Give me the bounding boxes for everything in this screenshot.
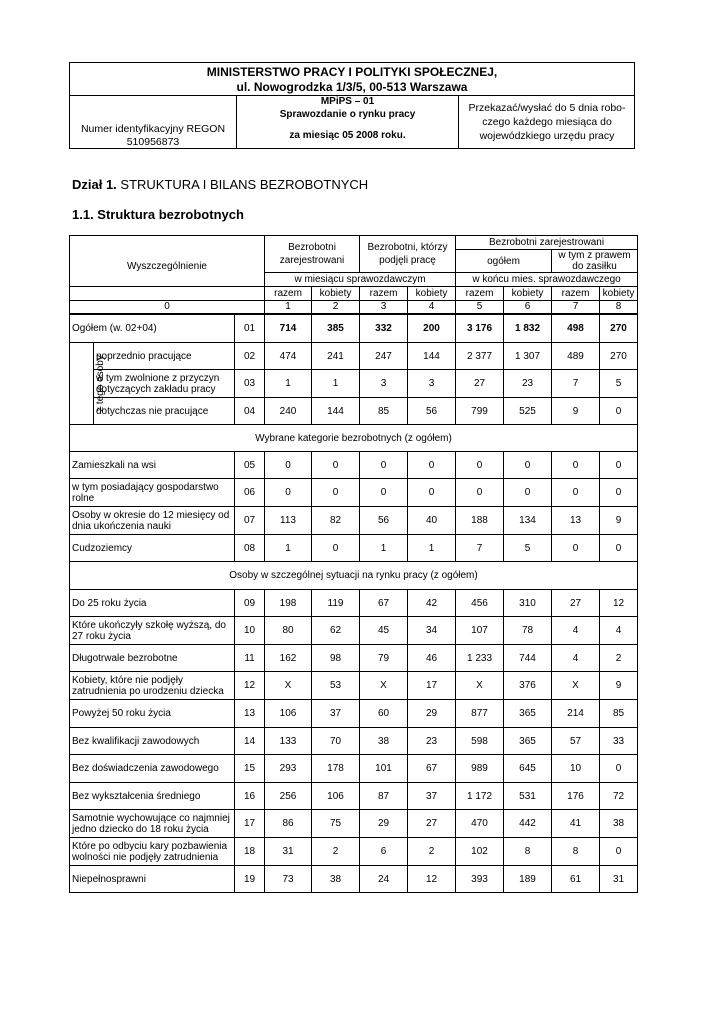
cell-value: 53 (312, 672, 360, 700)
vertical-label: z tego osoby (94, 355, 106, 412)
header-kobiety: kobiety (600, 287, 638, 301)
cell-value: 2 (600, 645, 638, 672)
header-description: Wyszczególnienie (70, 236, 265, 287)
row-label: Powyżej 50 roku życia (70, 700, 235, 728)
table-row (70, 535, 638, 562)
cell-value: X (360, 672, 408, 700)
subsection-title: 1.1. Struktura bezrobotnych (72, 207, 244, 222)
cell-value: 8 (552, 838, 600, 866)
cell-value: 4 (552, 617, 600, 645)
cell-value: 85 (360, 398, 408, 425)
cell-value: 9 (600, 672, 638, 700)
cell-value: 67 (360, 590, 408, 617)
cell-value: 2 377 (456, 343, 504, 370)
ministry-address: ul. Nowogrodzka 1/3/5, 00-513 Warszawa (236, 80, 468, 94)
row-code: 07 (235, 507, 265, 535)
cell-value: 498 (552, 314, 600, 343)
header-kobiety: kobiety (504, 287, 552, 301)
header-in-month: w miesiącu sprawozdawczym (265, 273, 456, 287)
cell-value: 56 (360, 507, 408, 535)
row-code: 10 (235, 617, 265, 645)
cell-value: 13 (552, 507, 600, 535)
cell-value: 0 (600, 535, 638, 562)
cell-value: 86 (265, 810, 312, 838)
cell-value: 23 (504, 370, 552, 398)
cell-value: 38 (360, 728, 408, 755)
cell-value: 744 (504, 645, 552, 672)
cell-value: 9 (552, 398, 600, 425)
cell-value: 247 (360, 343, 408, 370)
form-header (69, 62, 635, 149)
cell-value: 645 (504, 755, 552, 783)
row-label: Które po odbyciu kary pozbawienia wolności nie podjęły zatrudnienia (70, 838, 235, 866)
table-header (70, 236, 638, 314)
table-row (70, 672, 638, 700)
column-number: 4 (408, 301, 456, 314)
cell-value: 2 (408, 838, 456, 866)
cell-value: 23 (408, 728, 456, 755)
cell-value: 70 (312, 728, 360, 755)
cell-value: X (552, 672, 600, 700)
cell-value: 31 (265, 838, 312, 866)
table-row (70, 755, 638, 783)
cell-value: 0 (552, 479, 600, 507)
cell-value: 42 (408, 590, 456, 617)
row-label: Które ukończyły szkołę wyższą, do 27 roku życia (70, 617, 235, 645)
cell-value: 33 (600, 728, 638, 755)
column-number: 1 (265, 301, 312, 314)
cell-value: 34 (408, 617, 456, 645)
cell-value: 57 (552, 728, 600, 755)
header-employed: Bezrobotni, którzy podjęli pracę (360, 236, 456, 273)
table-row (70, 617, 638, 645)
header-spacer (70, 287, 265, 301)
cell-value: 1 (265, 535, 312, 562)
cell-value: 474 (265, 343, 312, 370)
cell-value: 73 (265, 866, 312, 893)
cell-value: 877 (456, 700, 504, 728)
cell-value: 365 (504, 700, 552, 728)
cell-value: 0 (265, 452, 312, 479)
cell-value: 0 (408, 479, 456, 507)
header-end-month: w końcu mies. sprawozdawczego (456, 273, 638, 287)
cell-value: 385 (312, 314, 360, 343)
row-label: dotychczas nie pracujące (94, 398, 235, 425)
table-row (70, 398, 638, 425)
cell-value: 87 (360, 783, 408, 810)
row-label: w tym posiadający gospodarstwo rolne (70, 479, 235, 507)
cell-value: 241 (312, 343, 360, 370)
table-row-total (70, 314, 638, 343)
cell-value: 3 176 (456, 314, 504, 343)
row-code: 09 (235, 590, 265, 617)
cell-value: 3 (408, 370, 456, 398)
cell-value: 27 (552, 590, 600, 617)
table-body (70, 314, 638, 893)
cell-value: 198 (265, 590, 312, 617)
cell-value: 1 233 (456, 645, 504, 672)
cell-value: 989 (456, 755, 504, 783)
cell-value: 37 (408, 783, 456, 810)
table-row (70, 810, 638, 838)
cell-value: 162 (265, 645, 312, 672)
cell-value: 27 (456, 370, 504, 398)
row-code: 16 (235, 783, 265, 810)
ministry-name: MINISTERSTWO PRACY I POLITYKI SPOŁECZNEJ, (206, 65, 498, 79)
cell-value: 98 (312, 645, 360, 672)
cell-value: 29 (408, 700, 456, 728)
cell-value: 714 (265, 314, 312, 343)
row-label: Do 25 roku życia (70, 590, 235, 617)
z-tego-osoby-label (70, 343, 106, 425)
cell-value: 0 (360, 452, 408, 479)
cell-value: 37 (312, 700, 360, 728)
cell-value: 27 (408, 810, 456, 838)
cell-value: 12 (600, 590, 638, 617)
row-code: 11 (235, 645, 265, 672)
cell-value: 1 (312, 370, 360, 398)
cell-value: 46 (408, 645, 456, 672)
cell-value: 79 (360, 645, 408, 672)
cell-value: 101 (360, 755, 408, 783)
row-label: Zamieszkali na wsi (70, 452, 235, 479)
row-label: w tym zwolnione z przyczyn dotyczących zakładu pracy (94, 370, 235, 398)
header-total: ogółem (456, 250, 552, 273)
table-row (70, 507, 638, 535)
cell-value: 4 (552, 645, 600, 672)
cell-value: 82 (312, 507, 360, 535)
cell-value: X (456, 672, 504, 700)
row-code: 18 (235, 838, 265, 866)
cell-value: 40 (408, 507, 456, 535)
cell-value: 393 (456, 866, 504, 893)
cell-value: 102 (456, 838, 504, 866)
section-number: Dział 1. (72, 177, 117, 192)
cell-value: 80 (265, 617, 312, 645)
column-number: 5 (456, 301, 504, 314)
cell-value: 31 (600, 866, 638, 893)
cell-value: 72 (600, 783, 638, 810)
table-row (70, 728, 638, 755)
header-razem: razem (265, 287, 312, 301)
cell-value: 41 (552, 810, 600, 838)
cell-value: 293 (265, 755, 312, 783)
row-code: 08 (235, 535, 265, 562)
cell-value: 270 (600, 343, 638, 370)
cell-value: 1 (265, 370, 312, 398)
cell-value: 3 (360, 370, 408, 398)
cell-value: 214 (552, 700, 600, 728)
cell-value: 60 (360, 700, 408, 728)
cell-value: 0 (265, 479, 312, 507)
cell-value: 456 (456, 590, 504, 617)
cell-value: 0 (600, 479, 638, 507)
ministry-block (70, 63, 634, 96)
form-code: MPiPS – 01 (320, 96, 375, 107)
row-label: Samotnie wychowujące co najmniej jedno dziecko do 18 roku życia (70, 810, 235, 838)
cell-value: 133 (265, 728, 312, 755)
regon-label: Numer identyfikacyjny REGON (80, 123, 226, 135)
cell-value: 144 (408, 343, 456, 370)
cell-value: 107 (456, 617, 504, 645)
row-label: poprzednio pracujące (94, 343, 235, 370)
cell-value: 0 (600, 838, 638, 866)
cell-value: 0 (504, 479, 552, 507)
cell-value: 7 (456, 535, 504, 562)
cell-value: 200 (408, 314, 456, 343)
table-row (70, 370, 638, 398)
regon-cell (70, 96, 237, 149)
cell-value: 8 (504, 838, 552, 866)
cell-value: 67 (408, 755, 456, 783)
row-label: Ogółem (w. 02+04) (70, 314, 235, 343)
row-label: Osoby w okresie do 12 miesięcy od dnia ukończenia nauki (70, 507, 235, 535)
cell-value: 78 (504, 617, 552, 645)
row-label: Bez kwalifikacji zawodowych (70, 728, 235, 755)
cell-value: 0 (600, 398, 638, 425)
column-number: 8 (600, 301, 638, 314)
table-row (70, 866, 638, 893)
column-number: 6 (504, 301, 552, 314)
table-row (70, 838, 638, 866)
table-row (70, 700, 638, 728)
header-kobiety: kobiety (408, 287, 456, 301)
table-row (70, 452, 638, 479)
cell-value: 144 (312, 398, 360, 425)
cell-value: 12 (408, 866, 456, 893)
section-heading: Osoby w szczególnej sytuacji na rynku pracy (z ogółem) (70, 562, 638, 590)
section-row (70, 562, 638, 590)
cell-value: 525 (504, 398, 552, 425)
row-code: 03 (235, 370, 265, 398)
row-code: 06 (235, 479, 265, 507)
cell-value: 17 (408, 672, 456, 700)
cell-value: 24 (360, 866, 408, 893)
row-code: 17 (235, 810, 265, 838)
row-code: 13 (235, 700, 265, 728)
cell-value: 38 (312, 866, 360, 893)
cell-value: 0 (360, 479, 408, 507)
table-row (70, 479, 638, 507)
unemployment-structure-table (69, 235, 638, 893)
cell-value: 799 (456, 398, 504, 425)
table-row (70, 783, 638, 810)
cell-value: 310 (504, 590, 552, 617)
cell-value: 85 (600, 700, 638, 728)
header-benefit: w tym z prawem do zasiłku (552, 250, 638, 273)
row-code: 15 (235, 755, 265, 783)
table-row (70, 590, 638, 617)
cell-value: 240 (265, 398, 312, 425)
submission-instructions: Przekazać/wysłać do 5 dnia robo-czego każdego miesiąca do wojewódzkiego urzędu pracy (468, 102, 626, 142)
cell-value: 365 (504, 728, 552, 755)
header-registered-group: Bezrobotni zarejestrowani (456, 236, 638, 250)
cell-value: 470 (456, 810, 504, 838)
cell-value: 4 (600, 617, 638, 645)
cell-value: 0 (600, 452, 638, 479)
cell-value: 1 (408, 535, 456, 562)
section-title (72, 177, 368, 192)
cell-value: 0 (456, 479, 504, 507)
row-code: 12 (235, 672, 265, 700)
cell-value: 332 (360, 314, 408, 343)
cell-value: 5 (600, 370, 638, 398)
row-label: Bez doświadczenia zawodowego (70, 755, 235, 783)
cell-value: 376 (504, 672, 552, 700)
cell-value: 119 (312, 590, 360, 617)
cell-value: 176 (552, 783, 600, 810)
cell-value: 134 (504, 507, 552, 535)
header-kobiety: kobiety (312, 287, 360, 301)
cell-value: 62 (312, 617, 360, 645)
cell-value: 0 (312, 452, 360, 479)
row-label: Kobiety, które nie podjęły zatrudnienia po urodzeniu dziecka (70, 672, 235, 700)
cell-value: 5 (504, 535, 552, 562)
cell-value: 598 (456, 728, 504, 755)
cell-value: 0 (456, 452, 504, 479)
row-code: 02 (235, 343, 265, 370)
cell-value: 256 (265, 783, 312, 810)
cell-value: 56 (408, 398, 456, 425)
cell-value: 61 (552, 866, 600, 893)
cell-value: 531 (504, 783, 552, 810)
cell-value: 0 (600, 755, 638, 783)
cell-value: 178 (312, 755, 360, 783)
row-label: Niepełnosprawni (70, 866, 235, 893)
column-number: 3 (360, 301, 408, 314)
row-label: Cudzoziemcy (70, 535, 235, 562)
cell-value: 7 (552, 370, 600, 398)
cell-value: 106 (265, 700, 312, 728)
cell-value: X (265, 672, 312, 700)
cell-value: 1 (360, 535, 408, 562)
row-code: 14 (235, 728, 265, 755)
row-code: 04 (235, 398, 265, 425)
cell-value: 10 (552, 755, 600, 783)
header-razem: razem (552, 287, 600, 301)
report-period: za miesiąc 05 2008 roku. (289, 130, 406, 141)
section-heading: Wybrane kategorie bezrobotnych (z ogółem) (70, 425, 638, 452)
cell-value: 0 (312, 535, 360, 562)
cell-value: 38 (600, 810, 638, 838)
header-razem: razem (360, 287, 408, 301)
cell-value: 75 (312, 810, 360, 838)
cell-value: 0 (408, 452, 456, 479)
table-row (70, 343, 638, 370)
table-row (70, 645, 638, 672)
cell-value: 0 (504, 452, 552, 479)
cell-value: 113 (265, 507, 312, 535)
cell-value: 188 (456, 507, 504, 535)
section-name: STRUKTURA I BILANS BEZROBOTNYCH (116, 177, 369, 192)
cell-value: 29 (360, 810, 408, 838)
regon-value: 510956873 (126, 136, 180, 148)
cell-value: 45 (360, 617, 408, 645)
header-razem: razem (456, 287, 504, 301)
cell-value: 1 307 (504, 343, 552, 370)
section-row (70, 425, 638, 452)
cell-value: 1 172 (456, 783, 504, 810)
cell-value: 189 (504, 866, 552, 893)
column-number: 0 (70, 301, 265, 314)
row-code: 01 (235, 314, 265, 343)
cell-value: 9 (600, 507, 638, 535)
cell-value: 0 (552, 535, 600, 562)
header-registered: Bezrobotni zarejestrowani (265, 236, 360, 273)
cell-value: 6 (360, 838, 408, 866)
column-number: 2 (312, 301, 360, 314)
cell-value: 442 (504, 810, 552, 838)
row-code: 19 (235, 866, 265, 893)
cell-value: 270 (600, 314, 638, 343)
row-code: 05 (235, 452, 265, 479)
form-title: Sprawozdanie o rynku pracy (279, 109, 416, 120)
row-label: Bez wykształcenia średniego (70, 783, 235, 810)
cell-value: 0 (552, 452, 600, 479)
cell-value: 1 832 (504, 314, 552, 343)
cell-value: 106 (312, 783, 360, 810)
column-number: 7 (552, 301, 600, 314)
form-title-cell (237, 96, 459, 149)
row-label: Długotrwale bezrobotne (70, 645, 235, 672)
cell-value: 0 (312, 479, 360, 507)
cell-value: 2 (312, 838, 360, 866)
cell-value: 489 (552, 343, 600, 370)
